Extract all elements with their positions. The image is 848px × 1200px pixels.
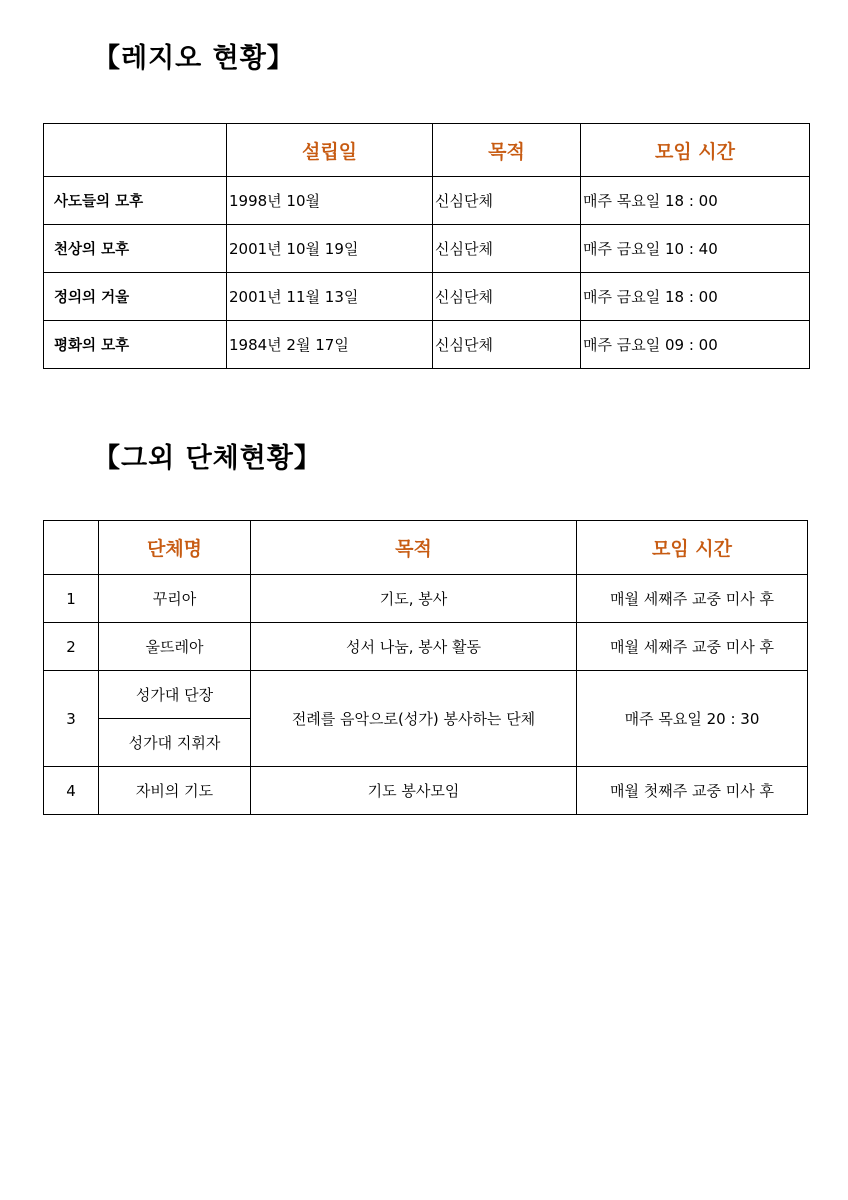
purpose: 신심단체 — [433, 273, 581, 321]
meeting-time: 매월 첫째주 교중 미사 후 — [577, 767, 808, 815]
table-header-row — [44, 521, 808, 575]
group-name: 자비의 기도 — [99, 767, 251, 815]
meeting-time: 매주 목요일 18 : 00 — [581, 177, 810, 225]
founded-date: 1998년 10월 — [227, 177, 433, 225]
group-name-choir-leader: 성가대 단장 — [99, 671, 251, 719]
meeting-time: 매월 세째주 교중 미사 후 — [577, 623, 808, 671]
row-number: 2 — [44, 623, 99, 671]
table-row — [44, 273, 810, 321]
table-row — [44, 177, 810, 225]
meeting-time: 매주 금요일 18 : 00 — [581, 273, 810, 321]
meeting-time: 매주 금요일 09 : 00 — [581, 321, 810, 369]
group-name: 울뜨레아 — [99, 623, 251, 671]
purpose: 신심단체 — [433, 225, 581, 273]
table-row — [44, 623, 808, 671]
other-groups-table — [43, 520, 808, 815]
header-founded: 설립일 — [227, 124, 433, 177]
group-name-choir-conductor: 성가대 지휘자 — [99, 719, 251, 767]
header-blank — [44, 124, 227, 177]
group-name: 정의의 거울 — [44, 273, 227, 321]
table-row — [44, 767, 808, 815]
group-name: 평화의 모후 — [44, 321, 227, 369]
purpose: 기도, 봉사 — [251, 575, 577, 623]
table-row — [44, 671, 808, 719]
founded-date: 2001년 11월 13일 — [227, 273, 433, 321]
group-name: 사도들의 모후 — [44, 177, 227, 225]
founded-date: 2001년 10월 19일 — [227, 225, 433, 273]
table-row — [44, 225, 810, 273]
header-purpose: 목적 — [433, 124, 581, 177]
row-number: 1 — [44, 575, 99, 623]
purpose: 신심단체 — [433, 177, 581, 225]
row-number: 3 — [44, 671, 99, 767]
meeting-time: 매주 목요일 20 : 30 — [577, 671, 808, 767]
meeting-time: 매월 세째주 교중 미사 후 — [577, 575, 808, 623]
group-name: 천상의 모후 — [44, 225, 227, 273]
header-number — [44, 521, 99, 575]
section-title-other-groups: 【그외 단체현황】 — [93, 443, 322, 474]
legio-status-table — [43, 123, 810, 369]
founded-date: 1984년 2월 17일 — [227, 321, 433, 369]
purpose: 신심단체 — [433, 321, 581, 369]
header-meeting-time: 모임 시간 — [577, 521, 808, 575]
header-group-name: 단체명 — [99, 521, 251, 575]
table-row — [44, 575, 808, 623]
section-title-legio: 【레지오 현황】 — [93, 43, 295, 74]
table-row — [44, 321, 810, 369]
header-meeting-time: 모임 시간 — [581, 124, 810, 177]
row-number: 4 — [44, 767, 99, 815]
group-name: 꾸리아 — [99, 575, 251, 623]
purpose: 성서 나눔, 봉사 활동 — [251, 623, 577, 671]
purpose: 기도 봉사모임 — [251, 767, 577, 815]
purpose: 전례를 음악으로(성가) 봉사하는 단체 — [251, 671, 577, 767]
header-purpose: 목적 — [251, 521, 577, 575]
meeting-time: 매주 금요일 10 : 40 — [581, 225, 810, 273]
table-header-row — [44, 124, 810, 177]
